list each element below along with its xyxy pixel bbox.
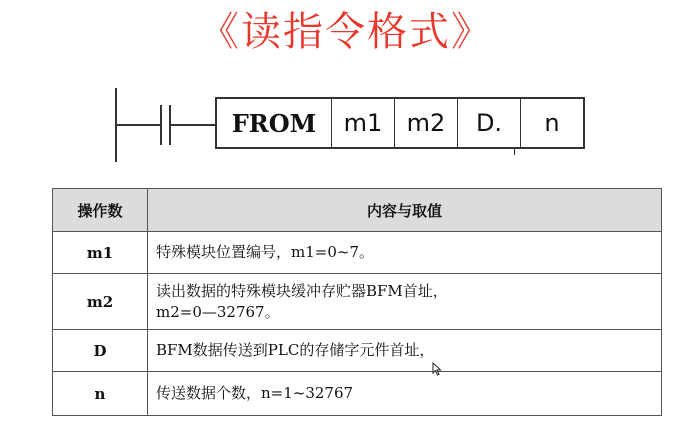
table-row — [53, 330, 662, 372]
operand-n: n — [520, 99, 583, 147]
operand-name: n — [53, 372, 148, 416]
operand-description — [148, 274, 662, 330]
description-line: 读出数据的特殊模块缓冲存贮器BFM首址， — [156, 281, 448, 300]
operand-name: m1 — [53, 232, 148, 274]
contact-left-bar — [160, 105, 162, 145]
description-line: 传送数据个数，n=1~32767 — [156, 384, 354, 402]
mouse-cursor-icon — [432, 362, 442, 376]
text-cursor — [514, 149, 515, 155]
operand-d: D. — [457, 99, 520, 147]
operand-table — [52, 188, 662, 416]
column-header: 内容与取值 — [148, 189, 662, 232]
description-line: BFM数据传送到PLC的存储字元件首址， — [156, 341, 435, 359]
column-header: 操作数 — [53, 189, 148, 232]
table-row — [53, 232, 662, 274]
operand-m2: m2 — [394, 99, 457, 147]
ladder-wire — [170, 124, 216, 126]
operand-description — [148, 372, 662, 416]
instruction-box — [215, 97, 585, 149]
table-row — [53, 274, 662, 330]
operand-description — [148, 232, 662, 274]
operand-description — [148, 330, 662, 372]
ladder-wire — [116, 124, 160, 126]
table-row — [53, 372, 662, 416]
description-line: m2=0—32767。 — [156, 302, 280, 321]
operand-m1: m1 — [331, 99, 394, 147]
operand-name: m2 — [53, 274, 148, 330]
instruction-opcode: FROM — [231, 108, 317, 138]
description-line: 特殊模块位置编号，m1=0~7。 — [156, 243, 374, 261]
table-header-row — [53, 189, 662, 232]
page-title: 《读指令格式》 — [199, 9, 493, 55]
operand-name: D — [53, 330, 148, 372]
